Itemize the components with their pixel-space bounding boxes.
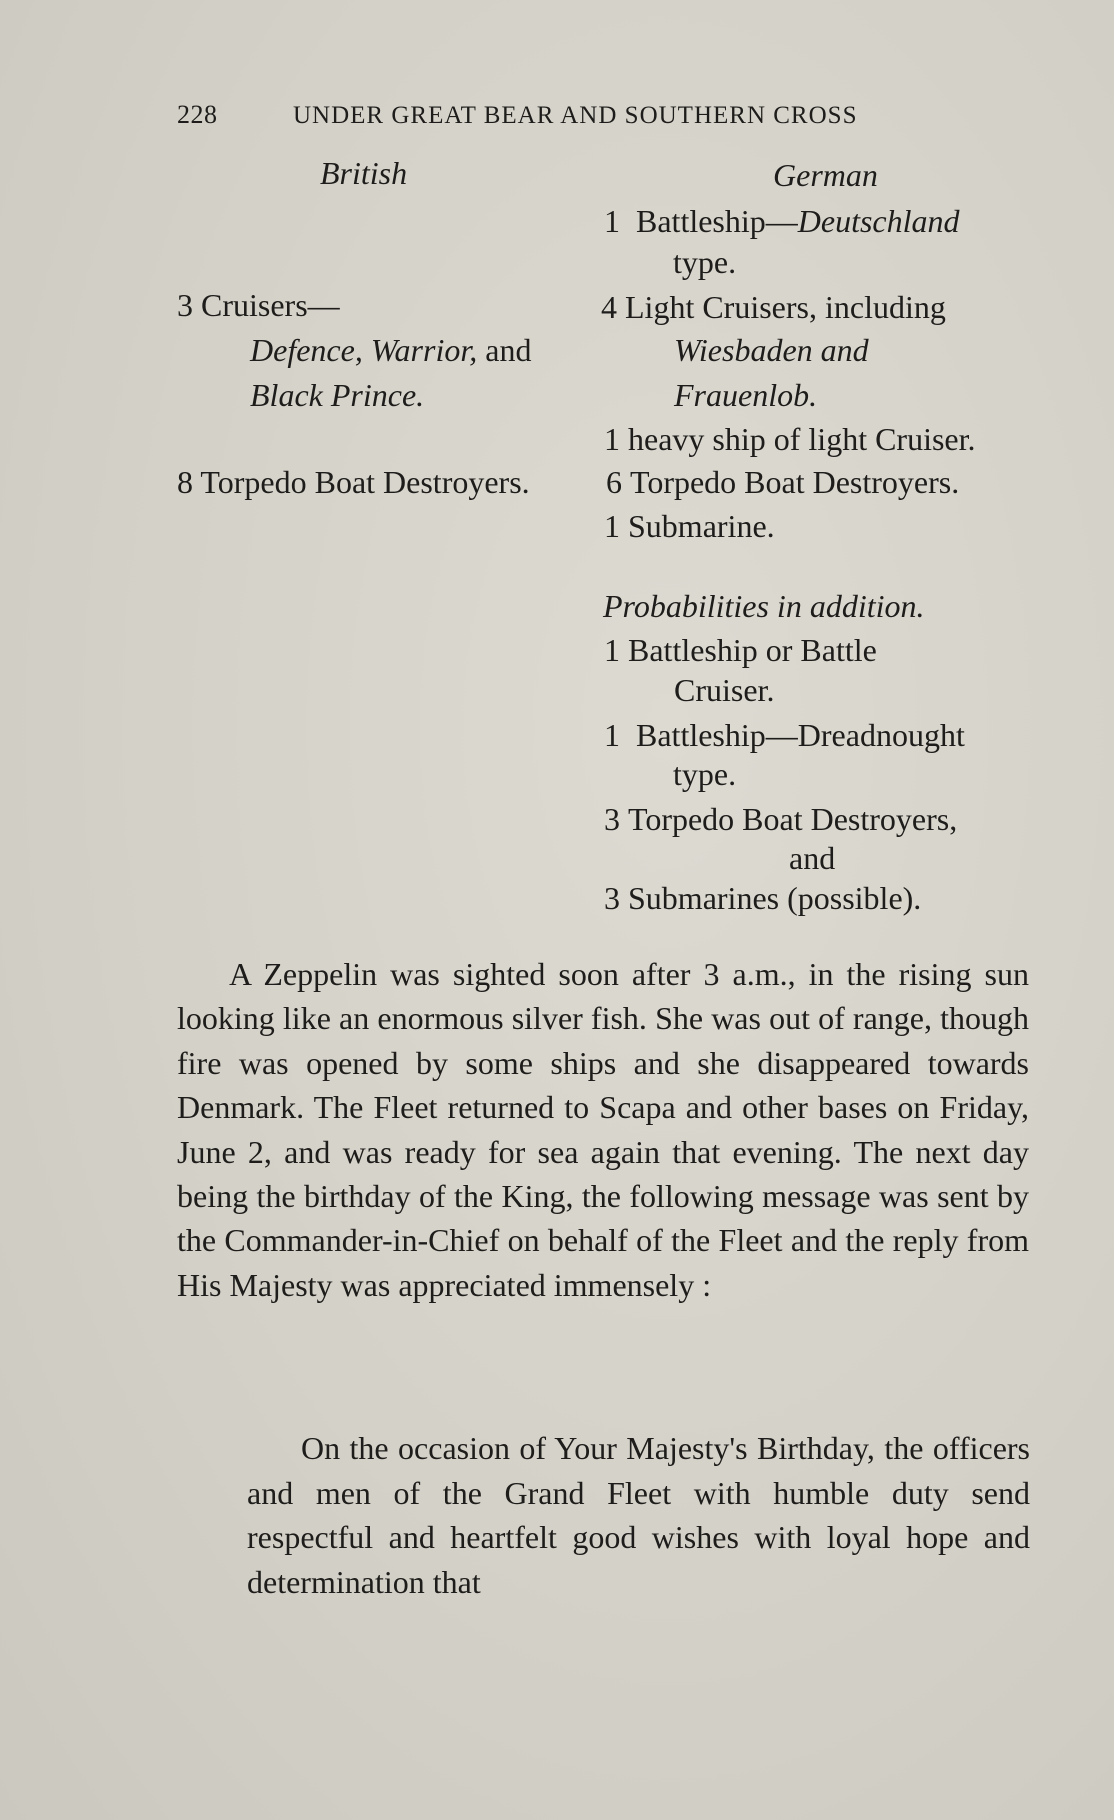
german-line-6: 1 heavy ship of light Cruiser. <box>604 421 976 457</box>
german-line-3: 4 Light Cruisers, including <box>601 289 946 325</box>
british-line-4: 8 Torpedo Boat Destroyers. <box>177 464 530 500</box>
probabilities-line-1: 1 Battleship or Battle <box>604 632 877 668</box>
german-heading: German <box>773 157 878 193</box>
probabilities-line-3: 3 Torpedo Boat Destroyers, <box>604 801 958 837</box>
probabilities-line-4: 3 Submarines (possible). <box>604 880 922 916</box>
british-heading: British <box>320 155 408 191</box>
probabilities-heading: Probabilities in addition. <box>603 588 925 624</box>
british-line-3: Black Prince. <box>250 377 425 413</box>
german-line-8: 1 Submarine. <box>604 508 775 544</box>
page-number: 228 <box>177 100 218 129</box>
british-line-2: Defence, Warrior, and <box>250 332 532 368</box>
german-line-5: Frauenlob. <box>674 377 818 413</box>
british-line-1: 3 Cruisers— <box>177 287 340 323</box>
german-line-4: Wiesbaden and <box>674 332 869 368</box>
german-line-2: type. <box>673 244 737 280</box>
probabilities-line-1b: Cruiser. <box>674 672 775 708</box>
german-line-7: 6 Torpedo Boat Destroyers. <box>606 464 960 500</box>
running-title: UNDER GREAT BEAR AND SOUTHERN CROSS <box>293 102 858 129</box>
probabilities-line-2: 1 Battleship—Dreadnought <box>604 717 965 753</box>
german-line-1: 1 Battleship—Deutschland <box>604 203 960 239</box>
probabilities-line-2b: type. <box>673 756 737 792</box>
body-paragraph: A Zeppelin was sighted soon after 3 a.m., in the rising sun looking like an enormous silver fish. She was out of range, though fire was opened by some ships and she disappeared towards Denmark. The Fleet returned to Scapa and other bases on Friday, June 2, and was ready for sea again that evening. The next day being the birthday of the King, the following message was sent by the Commander-in-Chief on behalf of the Fleet and the reply from His Majesty was appreciated immensely : <box>177 956 1029 1303</box>
probabilities-line-3b: and <box>789 840 836 876</box>
quote-paragraph: On the occasion of Your Majesty's Birthday, the officers and men of the Grand Fleet with humble duty send respectful and heartfelt good wishes with loyal hope and determination that <box>247 1430 1030 1600</box>
